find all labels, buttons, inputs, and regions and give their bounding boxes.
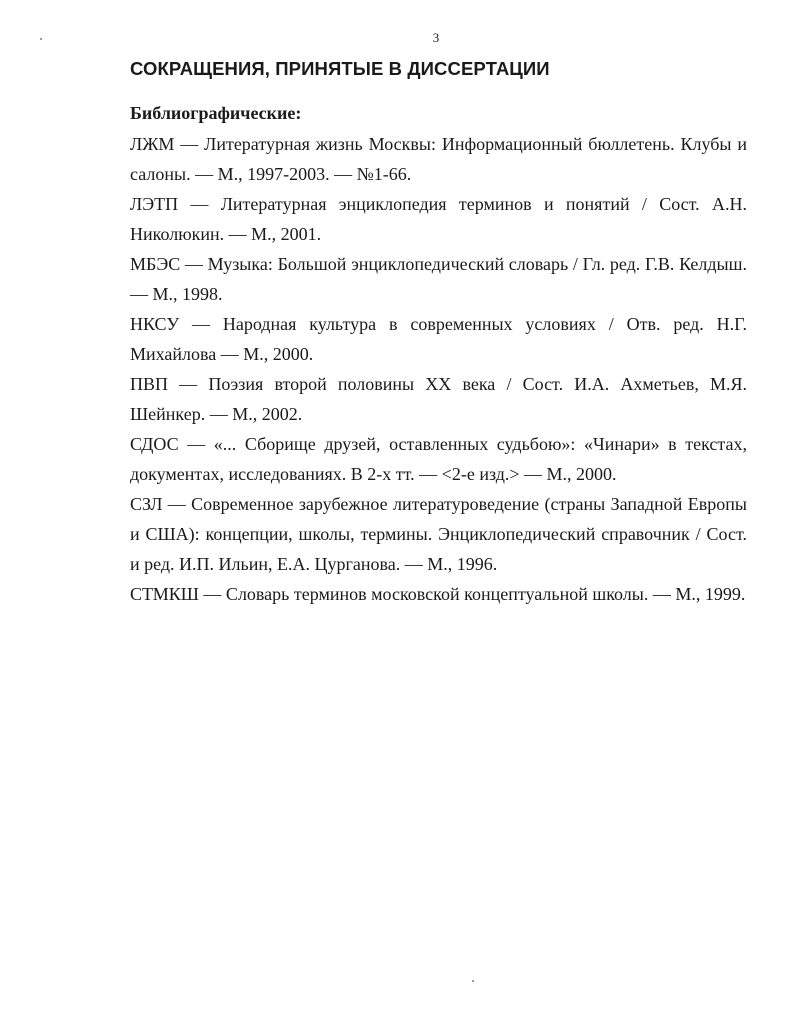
abbreviation-entry-sdos: СДОС — «... Сборище друзей, оставленных судьбою»: «Чинари» в текстах, документах, исследованиях. В 2-х тт. — <2-е изд.> — М., 2000. [130, 434, 747, 484]
scan-speck [40, 38, 42, 40]
abbreviation-entry-nksu: НКСУ — Народная культура в современных условиях / Отв. ред. Н.Г. Михайлова — М., 2000. [130, 314, 747, 364]
abbreviation-entry-ljm: ЛЖМ — Литературная жизнь Москвы: Информационный бюллетень. Клубы и салоны. — М., 1997-2003. — №1-66. [130, 134, 747, 184]
page-number: 3 [432, 30, 440, 45]
abbreviation-entry-mbes: МБЭС — Музыка: Большой энциклопедический словарь / Гл. ред. Г.В. Келдыш. — М., 1998. [130, 254, 747, 304]
abbreviation-entry-szl: СЗЛ — Современное зарубежное литературоведение (страны Западной Европы и США): концепции, школы, термины. Энциклопедический справочник / Сост. и ред. И.П. Ильин, Е.А. Цурганова. — М., 1996. [130, 494, 747, 574]
scan-speck [472, 980, 474, 982]
page-title: СОКРАЩЕНИЯ, ПРИНЯТЫЕ В ДИССЕРТАЦИИ [130, 58, 550, 79]
abbreviation-entry-pvp: ПВП — Поэзия второй половины XX века / Сост. И.А. Ахметьев, М.Я. Шейнкер. — М., 2002. [130, 374, 747, 424]
section-heading: Библиографические: [130, 103, 302, 123]
abbreviation-list [130, 129, 747, 609]
abbreviation-entry-letp: ЛЭТП — Литературная энциклопедия терминов и понятий / Сост. А.Н. Николюкин. — М., 2001. [130, 194, 747, 244]
abbreviation-entry-stmksh: СТМКШ — Словарь терминов московской концептуальной школы. — М., 1999. [130, 584, 746, 604]
